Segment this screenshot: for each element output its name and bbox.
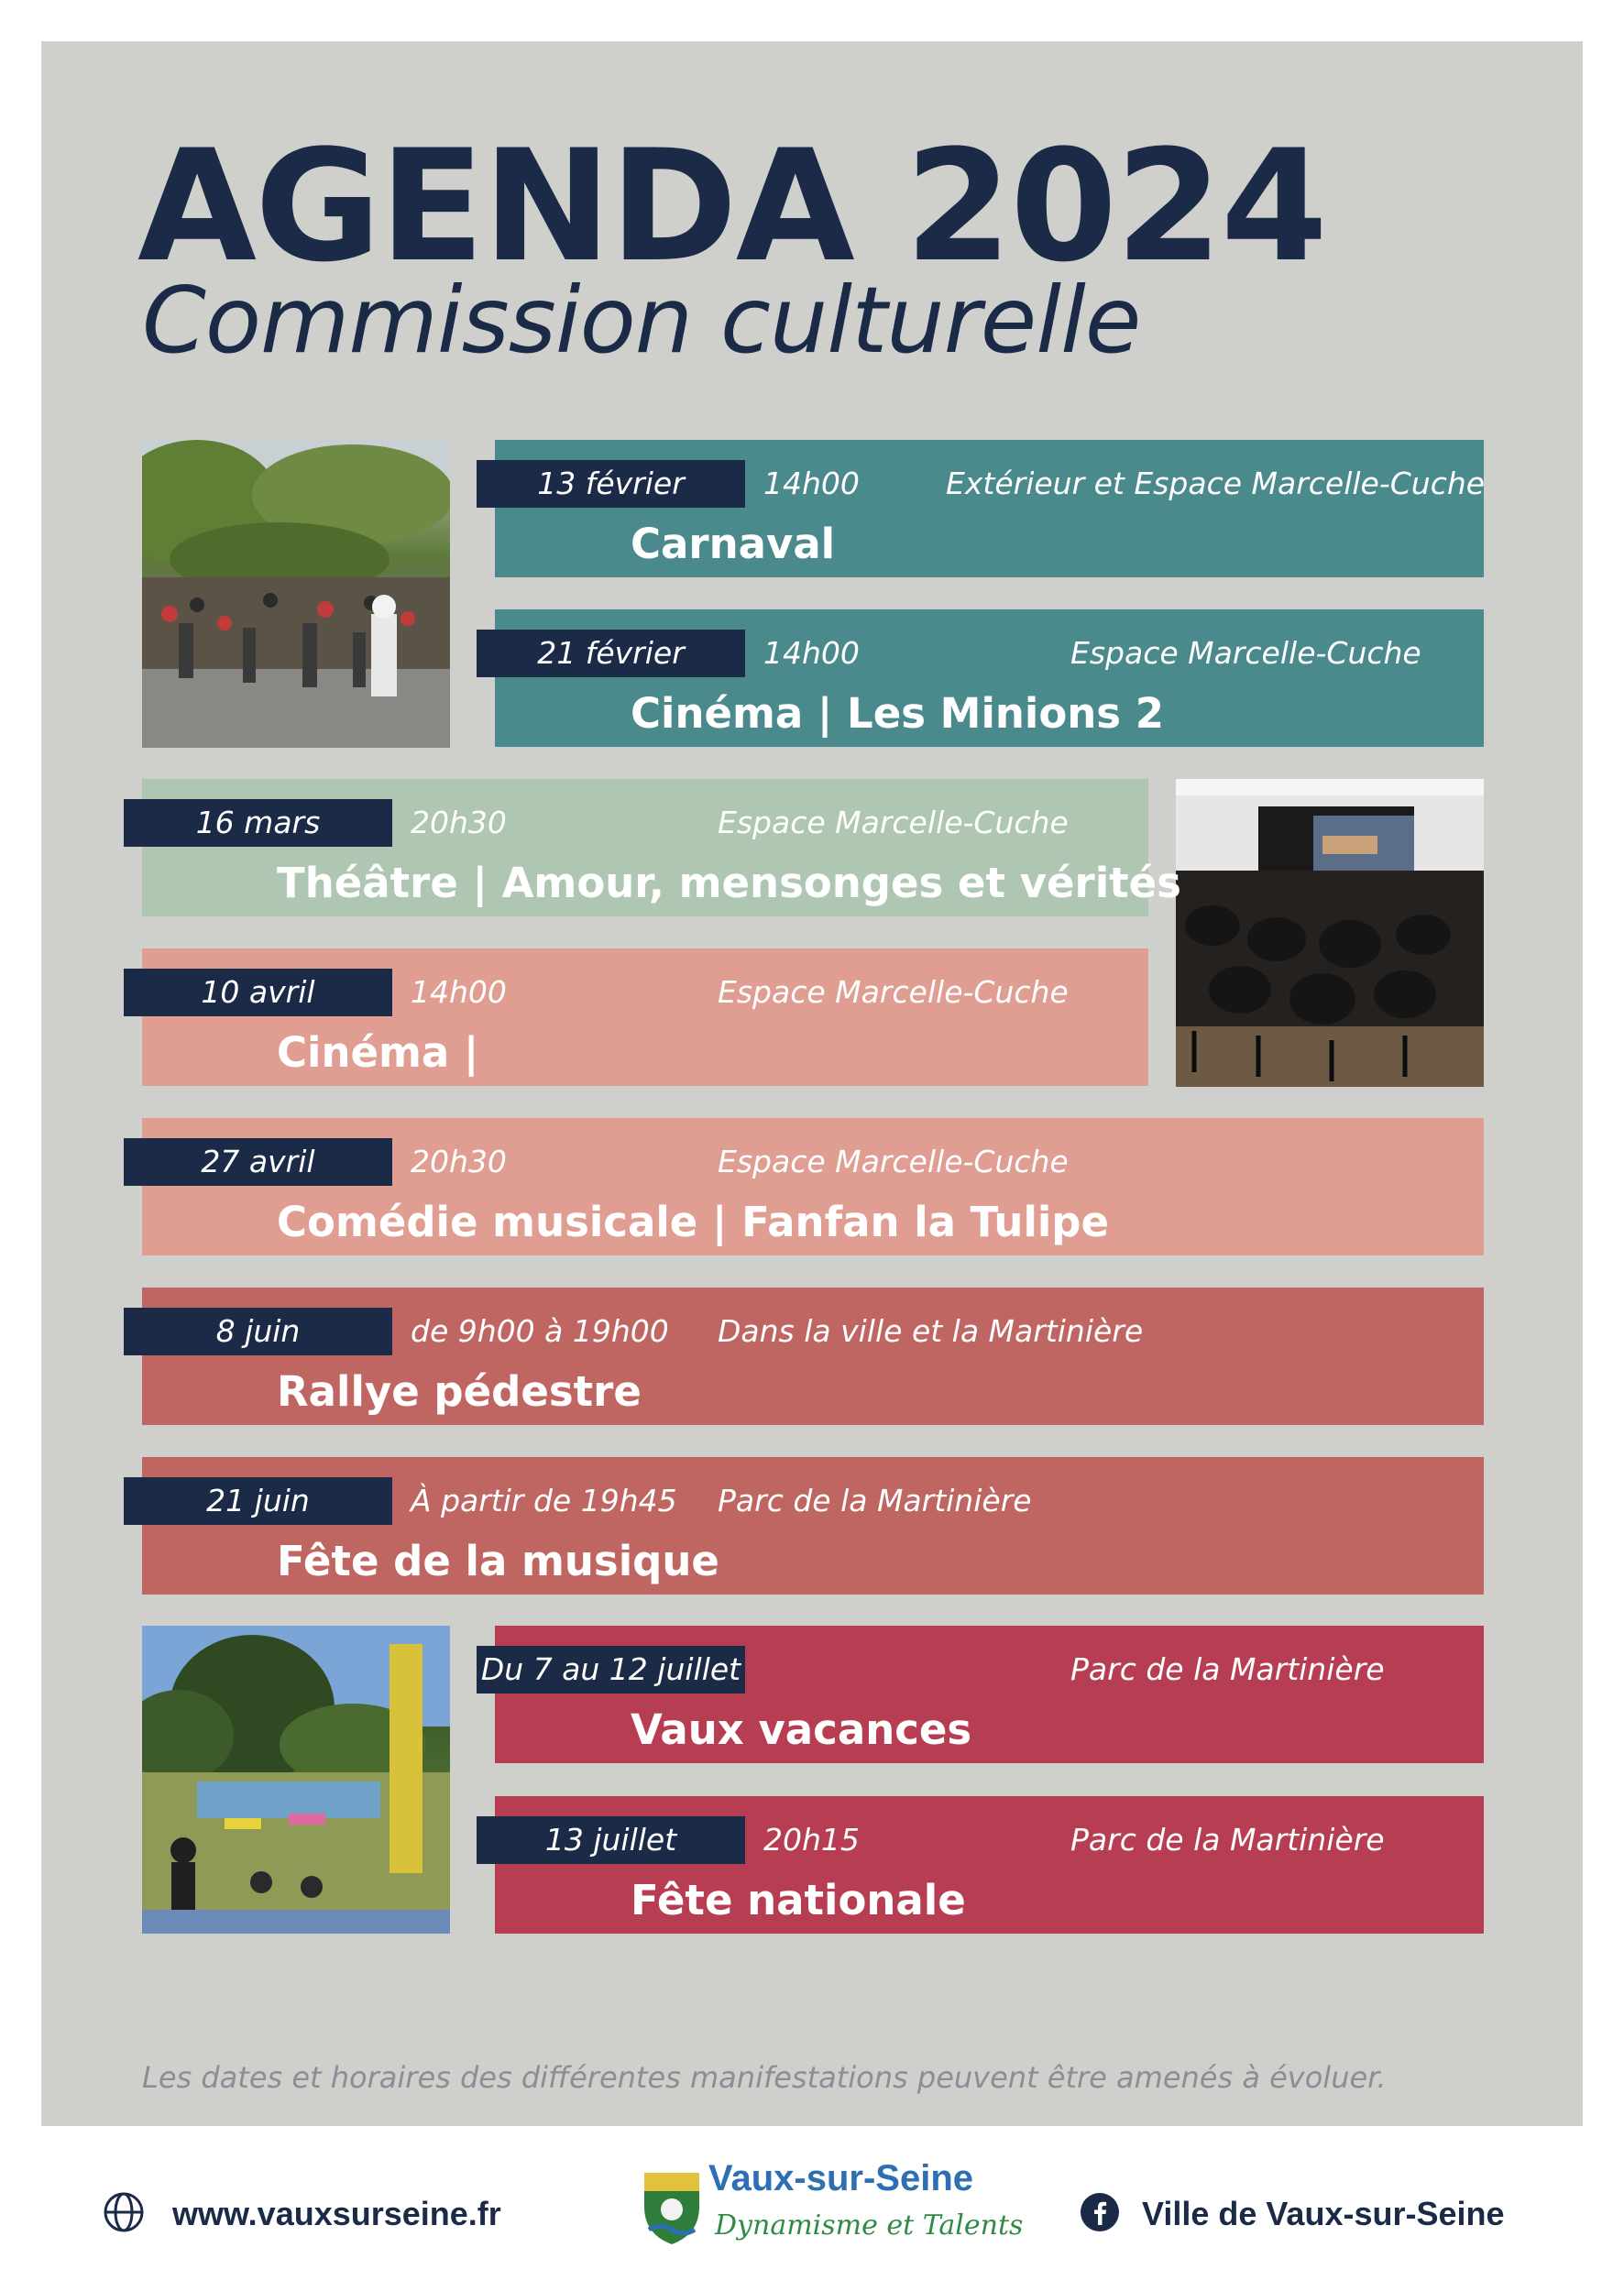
event-place: Espace Marcelle-Cuche bbox=[718, 1144, 1069, 1179]
event-time: 14h00 bbox=[411, 974, 507, 1010]
town-logo bbox=[640, 2158, 1024, 2268]
website-link[interactable]: www.vauxsurseine.fr bbox=[172, 2195, 501, 2232]
globe-icon bbox=[103, 2191, 145, 2238]
event-time: 20h30 bbox=[411, 805, 507, 840]
park-photo bbox=[142, 1626, 450, 1934]
event-time: 20h30 bbox=[411, 1144, 507, 1179]
event-time: 14h00 bbox=[763, 466, 860, 501]
event-date: 27 avril bbox=[124, 1138, 392, 1186]
event-place: Espace Marcelle-Cuche bbox=[1070, 635, 1421, 671]
event-date: 10 avril bbox=[124, 969, 392, 1016]
event-time: À partir de 19h45 bbox=[411, 1483, 677, 1518]
event-date: Du 7 au 12 juillet bbox=[477, 1646, 745, 1694]
event-title: Vaux vacances bbox=[631, 1705, 972, 1754]
logo-tagline: Dynamisme et Talents bbox=[715, 2209, 1024, 2242]
event-date: 16 mars bbox=[124, 799, 392, 847]
event-date: 21 juin bbox=[124, 1477, 392, 1525]
facebook-page-link[interactable]: Ville de Vaux-sur-Seine bbox=[1142, 2195, 1505, 2232]
event-place: Parc de la Martinière bbox=[1070, 1822, 1385, 1858]
event-title: Théâtre | Amour, mensonges et vérités bbox=[277, 859, 1181, 907]
event-place: Parc de la Martinière bbox=[718, 1483, 1032, 1518]
event-date: 13 juillet bbox=[477, 1816, 745, 1864]
page-title: AGENDA 2024 bbox=[137, 116, 1326, 296]
facebook-icon bbox=[1080, 2192, 1120, 2237]
event-date: 21 février bbox=[477, 630, 745, 677]
logo-town-name: Vaux-sur-Seine bbox=[708, 2158, 974, 2198]
event-date: 13 février bbox=[477, 460, 745, 508]
event-title: Comédie musicale | Fanfan la Tulipe bbox=[277, 1198, 1110, 1246]
event-time: 14h00 bbox=[763, 635, 860, 671]
event-title: Cinéma | bbox=[277, 1028, 479, 1077]
event-place: Dans la ville et la Martinière bbox=[718, 1313, 1144, 1349]
event-title: Carnaval bbox=[631, 520, 836, 568]
event-time: de 9h00 à 19h00 bbox=[411, 1313, 669, 1349]
event-title: Rallye pédestre bbox=[277, 1367, 642, 1416]
disclaimer-note: Les dates et horaires des différentes manifestations peuvent être amenés à évoluer. bbox=[142, 2060, 1387, 2095]
event-place: Parc de la Martinière bbox=[1070, 1651, 1385, 1687]
footer-facebook[interactable] bbox=[1080, 2188, 1505, 2240]
event-place: Espace Marcelle-Cuche bbox=[718, 805, 1069, 840]
event-title: Cinéma | Les Minions 2 bbox=[631, 689, 1165, 738]
event-title: Fête de la musique bbox=[277, 1537, 719, 1585]
footer-website[interactable] bbox=[103, 2188, 501, 2240]
cinema-photo bbox=[1176, 779, 1484, 1087]
event-title: Fête nationale bbox=[631, 1876, 966, 1924]
event-time: 20h15 bbox=[763, 1822, 860, 1858]
town-crest-icon bbox=[640, 2165, 704, 2248]
event-date: 8 juin bbox=[124, 1308, 392, 1355]
event-place: Espace Marcelle-Cuche bbox=[718, 974, 1069, 1010]
carnival-photo bbox=[142, 440, 450, 748]
page-subtitle: Commission culturelle bbox=[142, 267, 1141, 374]
event-place: Extérieur et Espace Marcelle-Cuche bbox=[946, 466, 1486, 501]
